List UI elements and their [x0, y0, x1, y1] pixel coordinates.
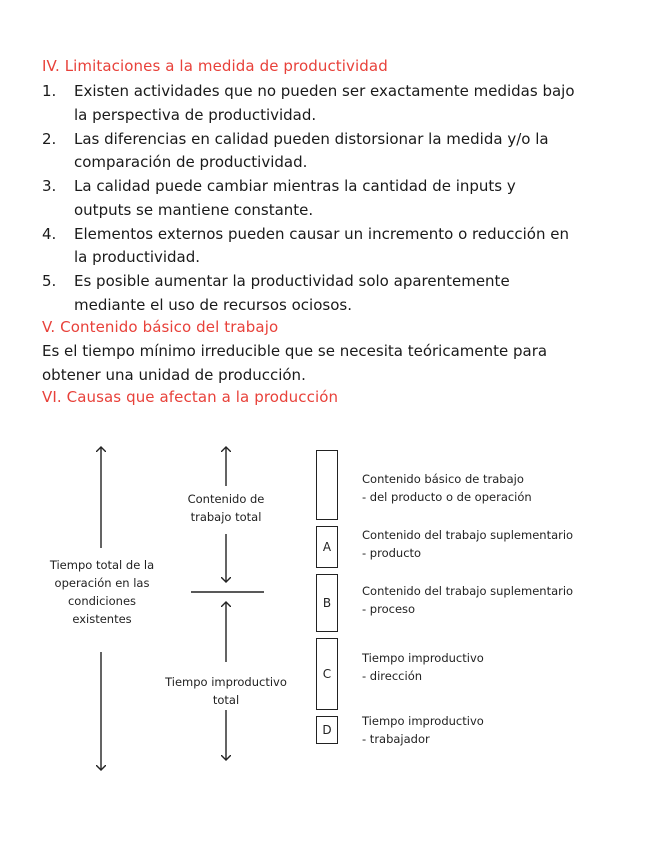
total-unproductive-label: [150, 673, 302, 709]
list-number: 4.: [42, 224, 57, 243]
work-content-diagram: [0, 430, 656, 790]
list-line: Elementos externos pueden causar un incremento o reducción en: [74, 224, 569, 243]
box-description: [362, 712, 484, 748]
box-description: [362, 649, 484, 685]
box-d: [316, 716, 338, 744]
box-c: [316, 638, 338, 710]
total-work-content-label: [170, 490, 282, 526]
box-basic-content: [316, 450, 338, 520]
description-detail: - del producto o de operación: [362, 490, 532, 504]
description-detail: - proceso: [362, 602, 416, 616]
description-title: Contenido básico de trabajo: [362, 472, 524, 486]
list-item: [42, 270, 622, 317]
list-line: comparación de productividad.: [74, 153, 308, 171]
list-item: [42, 175, 622, 222]
description-title: Tiempo improductivo: [362, 651, 484, 665]
box-description: [362, 470, 532, 506]
list-number: 3.: [42, 177, 57, 195]
list-number: 1.: [42, 82, 57, 100]
description-title: Contenido del trabajo suplementario: [362, 584, 574, 598]
list-number: 5.: [42, 272, 57, 290]
label-line: condiciones: [67, 594, 137, 608]
description-title: Tiempo improductivo: [362, 714, 484, 728]
list-line: la perspectiva de productividad.: [74, 105, 317, 124]
box-letter: C: [322, 667, 332, 681]
box-description: [362, 526, 573, 562]
list-line: la productividad.: [74, 248, 201, 266]
box-b: [316, 574, 338, 632]
label-line: Tiempo improductivo: [165, 675, 287, 689]
label-line: total: [212, 693, 240, 707]
box-a: [316, 526, 338, 568]
list-line: La calidad puede cambiar mientras la cantidad de inputs y: [74, 177, 516, 195]
description-detail: - producto: [362, 546, 422, 560]
section-heading-causes: VI. Causas que afectan a la producción: [42, 388, 339, 406]
definition-line: obtener una unidad de producción.: [42, 365, 306, 384]
description-detail: - dirección: [362, 669, 423, 683]
list-number: 2.: [42, 129, 57, 148]
list-line: outputs se mantiene constante.: [74, 200, 314, 219]
description-detail: - trabajador: [362, 732, 430, 746]
label-line: Tiempo total de la: [49, 558, 155, 572]
box-letter: D: [322, 723, 332, 737]
definition-line: Es el tiempo mínimo irreducible que se necesita teóricamente para: [42, 342, 548, 360]
list-item: [42, 223, 622, 270]
section-heading-content: V. Contenido básico del trabajo: [42, 318, 279, 336]
content-definition: [42, 340, 602, 387]
box-letter: B: [322, 596, 332, 610]
list-item: [42, 128, 622, 175]
box-description: [362, 582, 573, 618]
limitations-list: [42, 80, 622, 318]
label-line: trabajo total: [190, 510, 262, 524]
description-title: Contenido del trabajo suplementario: [362, 528, 574, 542]
list-line: Existen actividades que no pueden ser exactamente medidas bajo: [74, 82, 575, 100]
section-heading-limitations: IV. Limitaciones a la medida de productividad: [42, 57, 388, 75]
label-line: Contenido de: [187, 492, 265, 506]
label-line: operación en las: [54, 576, 150, 590]
list-item: [42, 80, 622, 127]
total-time-label: [38, 556, 166, 628]
label-line: existentes: [72, 612, 132, 626]
box-letter: A: [322, 540, 332, 554]
list-line: mediante el uso de recursos ociosos.: [74, 295, 352, 314]
list-line: Las diferencias en calidad pueden distorsionar la medida y/o la: [74, 129, 549, 148]
list-line: Es posible aumentar la productividad solo aparentemente: [74, 272, 510, 290]
